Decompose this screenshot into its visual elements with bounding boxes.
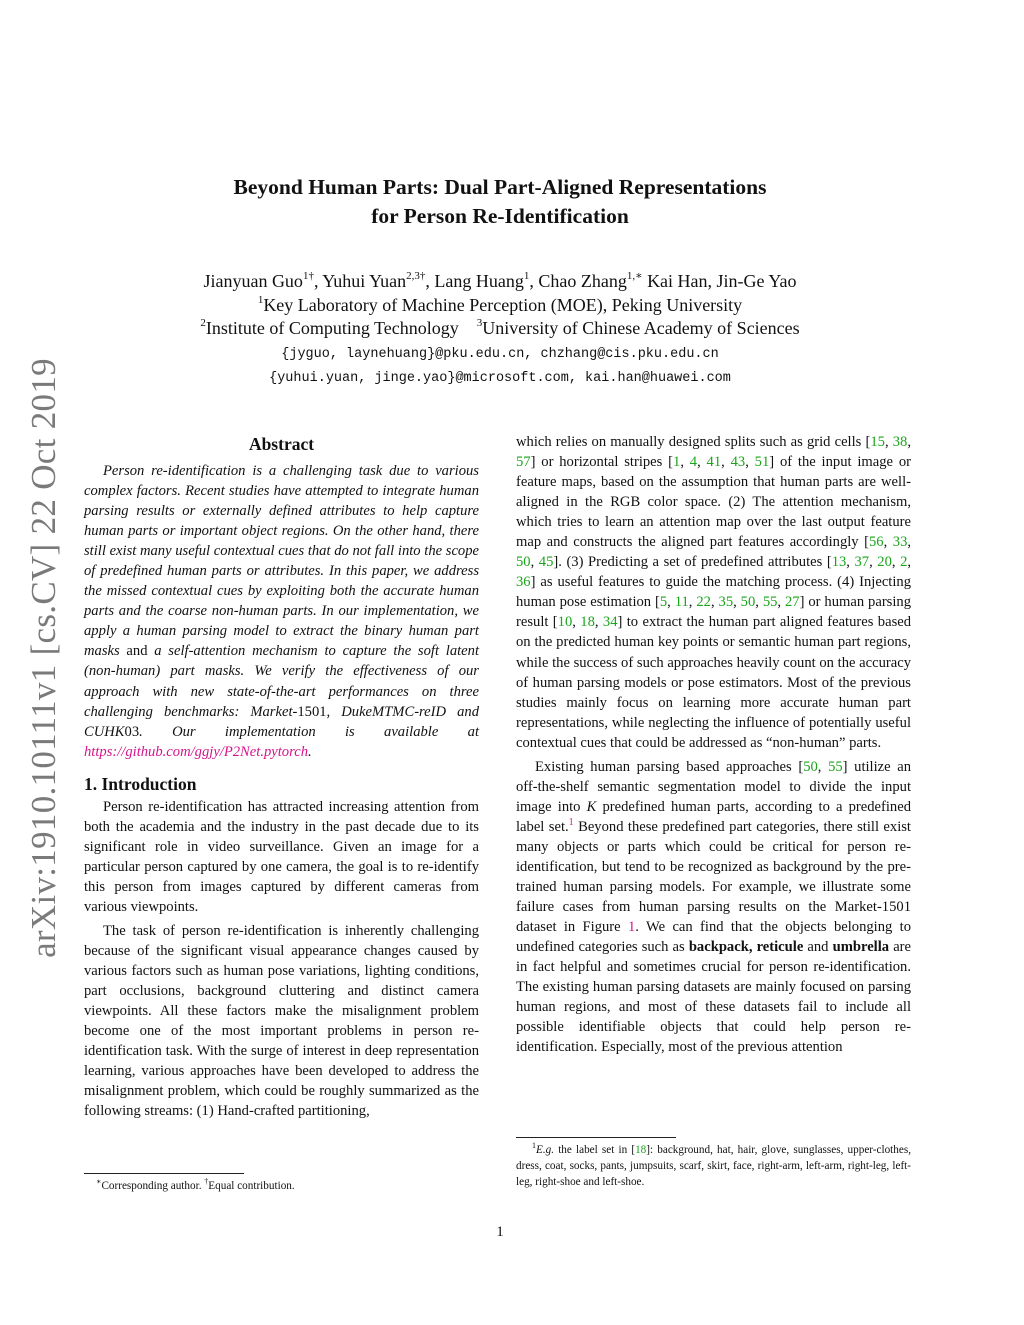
footnote-text: E.g. — [536, 1144, 555, 1156]
math-k: K — [586, 798, 597, 815]
abstract-heading: Abstract — [248, 434, 315, 454]
author-name: , Lang Huang — [425, 271, 524, 291]
right-paragraph-1: which relies on manually designed splits such as grid cells [15, 38, 57] or horizontal stripes [1, 4, 41, 43, 51] of the input image or feature maps, based on the assumption that human parts are well-aligned in the RGB color space. (2) The attention mechanism, which tries to learn an attention map over the last output feature map and constructs the aligned part features accordingly [56, 33, 50, 45]. (3) Predicting a set of predefined attributes [13, 37, 20, 2, 36] as useful features to guide the matching process. (4) Injecting human pose estimation [5, 11, 22, 35, 50, 55, 27] or human parsing result [10, 18, 34] to extract the human part aligned features based on the predicted human key points or semantic human part regions, while the success of such approaches heavily count on the accuracy of human parsing models or pose estimators. Most of the previous studies mainly focus on learning more accurate human part representations, while neglecting the influence of potentially useful contextual cues that could be addressed as “non-human” parts. — [516, 434, 912, 751]
title-line-2: for Person Re-Identification — [371, 204, 629, 228]
citation-link[interactable]: 37 — [854, 554, 870, 571]
email-line-2: {yuhui.yuan, jinge.yao}@microsoft.com, kai.han@huawei.com — [269, 370, 731, 386]
citation-link[interactable]: 50 — [803, 758, 818, 775]
body-span: ] to extract the human part aligned features based on the predicted human key points or semantic human part regions, while the success of such approaches heavily count on the accuracy of human parsing models or pose estimators. Most of the previous studies mainly focus on learning more accurate human part representations, while neglecting the influence of potentially useful contextual cues that could be addressed as “non-human” parts. — [516, 614, 912, 751]
affiliation-text: Key Laboratory of Machine Perception (MOE), Peking University — [263, 294, 743, 315]
author-sup: 1,∗ — [626, 270, 643, 282]
citation-link[interactable]: 2 — [900, 554, 908, 571]
author-sup: 1 — [523, 270, 530, 282]
citation-link[interactable]: 45 — [538, 554, 554, 571]
footnote-text: ]: background, hat, hair, glove, sunglasses, upper-clothes, dress, coat, socks, pants, jumpsuits, scarf, skirt, face, right-arm, left-arm, right-leg, left-leg, right-shoe and left-shoe. — [516, 1144, 911, 1188]
footnote-text: Corresponding author. — [101, 1180, 205, 1192]
body-span: Existing human parsing based approaches [ — [535, 758, 804, 775]
footnote-left — [96, 1178, 476, 1194]
body-span: . We can find that the objects belonging to undefined categories such as — [516, 919, 912, 956]
intro-paragraph-1: Person re-identification has attracted increasing attention from both the academia and the industry in the past decade due to its significant role in video surveillance. Given an image for a particular person captured by one camera, the goal is to re-identify this person from images captured by different cameras from various viewpoints. — [84, 798, 479, 915]
intro-paragraph-2: The task of person re-identification is inherently challenging because of the significant visual appearance changes caused by various factors such as human pose variations, lighting conditions, part occlusions, background cluttering and distinct camera viewpoints. All these factors make the misalignment problem become one of the most important problems in person re-identification task. With the surge of interest in deep representation learning, various approaches have been developed to address the misalignment problem, which could be roughly summarized as the following streams: (1) Hand-crafted partitioning, — [84, 922, 479, 1120]
citation-link[interactable]: 18 — [580, 614, 595, 631]
abstract-span: 1501 — [297, 703, 327, 720]
footnote-rule-left — [84, 1173, 244, 1174]
citation-link[interactable]: 15 — [870, 434, 885, 450]
citation-link[interactable]: 4 — [689, 454, 698, 471]
citation-link[interactable]: 55 — [828, 758, 843, 775]
footnote-right — [516, 1142, 911, 1190]
body-span: ] utilize an off-the-shelf semantic segmentation model to divide the input image into — [516, 758, 912, 815]
body-span: ] or human parsing result [ — [516, 594, 912, 631]
affiliation-sup: 1 — [257, 293, 264, 306]
citation-link[interactable]: 10 — [557, 614, 573, 631]
abstract-span: Person re-identification is a challenging task due to various complex factors. Recent studies have attempted to integrate human parsing results or externally defined attributes to help capture human parts or important object regions. On the other hand, there still exist many useful contextual cues that do not fall into the scope of predefined human parts or attributes. In this paper, we address the missed contextual cues by exploiting both the accurate human parts and the coarse non-human parts. In our implementation, we apply a human parsing model to extract the binary human part masks — [84, 463, 479, 660]
author-block — [90, 270, 910, 391]
footnote-ref[interactable]: 1 — [568, 816, 574, 828]
citation-link[interactable]: 13 — [831, 554, 847, 571]
citation-link[interactable]: 27 — [784, 594, 800, 611]
abstract-span: . — [308, 743, 312, 760]
author-list — [90, 270, 910, 294]
affiliation-1 — [90, 294, 910, 318]
citation-link[interactable]: 50 — [740, 594, 756, 611]
abstract-section — [84, 432, 479, 762]
body-span: ] of the input image or feature maps, based on the assumption that human parts are well-aligned in the RGB color space. (2) The attention mechanism, which tries to learn an attention map over the last output feature map and constructs the aligned part features accordingly [ — [516, 454, 912, 551]
abstract-span: . Our implementation is available at — [139, 723, 479, 740]
footnote-sup: ∗ — [96, 1177, 102, 1186]
bold-term: umbrella — [832, 939, 890, 956]
body-span: and — [803, 939, 833, 956]
citation-link[interactable]: 35 — [718, 594, 734, 611]
author-name: , Chao Zhang — [529, 271, 627, 291]
footnote-text: the label set in [ — [554, 1144, 636, 1156]
author-name: Kai Han, Jin-Ge Yao — [642, 271, 797, 291]
citation-link[interactable]: 20 — [877, 554, 892, 571]
body-span: are in fact helpful and sometimes crucial for person re-identification. The existing human parsing datasets are mainly focused on parsing human regions, and most of these datasets fail to include all possible identifiable objects that could help person re-identification. Especially, most of the previous attention — [516, 939, 912, 1056]
citation-link[interactable]: 33 — [892, 534, 908, 551]
abstract-span: a self-attention mechanism to capture the soft latent (non-human) part masks. We verify the effectiveness of our approach with new state-of-the-art performances on three challenging benchmarks: Market- — [84, 643, 479, 720]
author-name: Jianyuan Guo — [203, 271, 303, 291]
title-line-1: Beyond Human Parts: Dual Part-Aligned Representations — [233, 175, 767, 199]
arxiv-stamp-text: arXiv:1910.10111v1 [cs.CV] 22 Oct 2019 — [24, 358, 63, 958]
citation-link[interactable]: 56 — [868, 534, 884, 551]
affiliation-text: Institute of Computing Technology — [205, 318, 459, 338]
affiliation-text: University of Chinese Academy of Sciences — [482, 318, 800, 338]
page-number: 1 — [496, 1224, 504, 1240]
citation-link[interactable]: 5 — [659, 594, 668, 611]
figure-ref[interactable]: 1 — [628, 919, 636, 936]
citation-link[interactable]: 34 — [602, 614, 618, 631]
citation-link[interactable]: 57 — [516, 454, 531, 471]
body-span: ]. (3) Predicting a set of predefined attributes [ — [553, 554, 832, 571]
abstract-span: , DukeMTMC-reID and CUHK — [84, 703, 479, 740]
footnote-text: Equal contribution. — [208, 1180, 295, 1192]
citation-link[interactable]: 36 — [516, 574, 531, 591]
citation-link[interactable]: 55 — [762, 594, 778, 611]
paper-title — [100, 173, 900, 231]
email-line-1: {jyguo, laynehuang}@pku.edu.cn, chzhang@cis.pku.edu.cn — [281, 346, 719, 362]
footnote-sup: † — [204, 1177, 209, 1186]
emails — [90, 343, 910, 391]
affiliation-sup: 2 — [200, 317, 206, 329]
abstract-span: and — [119, 643, 155, 660]
citation-link[interactable]: 18 — [635, 1144, 647, 1156]
author-sup: 1† — [302, 270, 314, 282]
body-span: ] or horizontal stripes [ — [530, 454, 674, 471]
footnote-sup: 1 — [532, 1141, 536, 1150]
citation-link[interactable]: 41 — [706, 454, 722, 471]
left-column — [84, 432, 479, 1121]
right-column — [516, 432, 911, 1057]
body-span: predefined human parts, according to a predefined label set. — [516, 798, 911, 835]
citation-link[interactable]: 11 — [674, 594, 689, 611]
abstract-span: 03 — [124, 723, 140, 740]
author-sup: 2,3† — [406, 270, 426, 282]
intro-heading: 1. Introduction — [84, 773, 197, 794]
body-span: which relies on manually designed splits such as grid cells [ — [516, 434, 871, 450]
citation-link[interactable]: 51 — [754, 454, 770, 471]
bold-term: backpack, reticule — [688, 939, 804, 956]
citation-link[interactable]: 1 — [673, 454, 681, 471]
author-name: , Yuhui Yuan — [313, 271, 407, 291]
citation-link[interactable]: 38 — [892, 434, 908, 450]
affiliation-2-3 — [90, 317, 910, 341]
citation-link[interactable]: 22 — [696, 594, 711, 611]
abstract-text — [84, 461, 479, 762]
citation-link[interactable]: 43 — [730, 454, 746, 471]
footnote-rule-right — [516, 1137, 676, 1138]
right-paragraph-2: Existing human parsing based approaches [50, 55] utilize an off-the-shelf semantic segmentation model to divide the input image into K predefined human parts, according to a predefined label set.$^1$ Beyond these predefined part categories, there still exist many objects or parts which could be critical for person re-identification, but tend to be recognized as background by the pre-trained human parsing models. For example, we illustrate some failure cases from human parsing results on the Market-1501 dataset in Figure 1. We can find that the objects belonging to undefined categories such as backpack, reticule and umbrella are in fact helpful and sometimes crucial for person re-identification. The existing human parsing datasets are mainly focused on parsing human regions, and most of these datasets fail to include all possible identifiable objects that could help person re-identification. Especially, most of the previous attention — [516, 758, 912, 1056]
affiliation-sup: 3 — [476, 317, 483, 329]
code-link[interactable]: https://github.com/ggjy/P2Net.pytorch — [84, 743, 309, 760]
body-span: Beyond these predefined part categories, there still exist many objects or parts which could be critical for person re-identification, but tend to be recognized as background by the pre-trained human parsing models. For example, we illustrate some failure cases from human parsing results on the Market-1501 dataset in Figure — [516, 818, 911, 936]
citation-link[interactable]: 50 — [516, 554, 531, 571]
body-span: ] as useful features to guide the matching process. (4) Injecting human pose estimation [ — [516, 574, 911, 611]
